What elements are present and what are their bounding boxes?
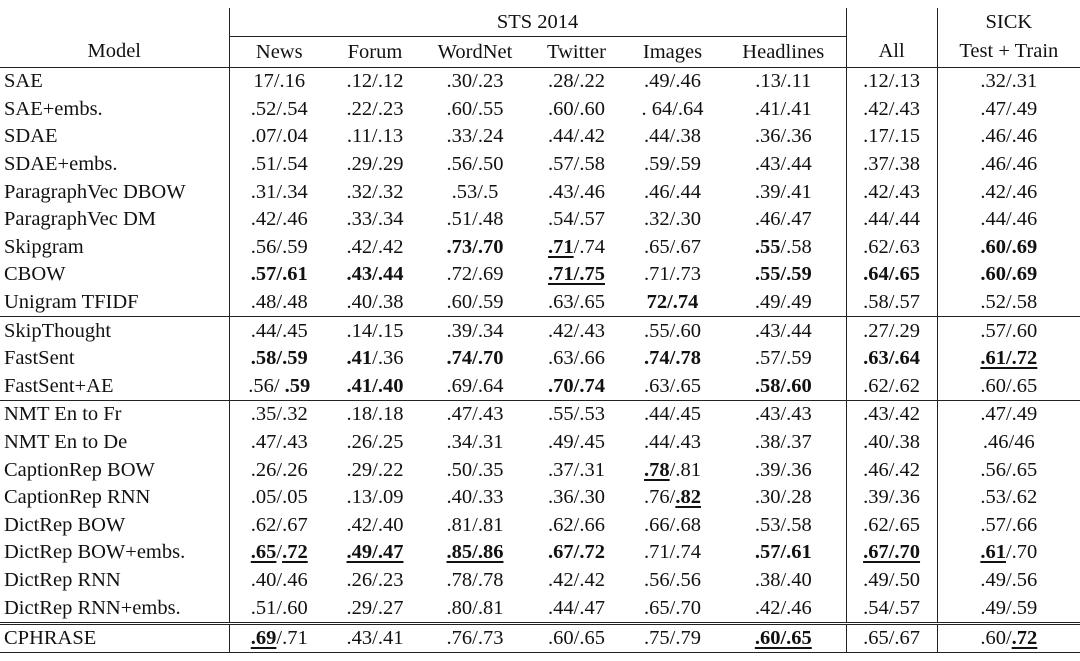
table-row bbox=[0, 373, 1080, 401]
score-cell bbox=[529, 539, 624, 567]
table-row bbox=[0, 178, 1080, 206]
score-cell bbox=[329, 261, 421, 289]
score-cell: .40/.33 bbox=[446, 486, 504, 509]
header-row-groups bbox=[0, 8, 1080, 37]
table-row bbox=[0, 594, 1080, 623]
column-header-images: Images bbox=[624, 37, 721, 68]
score-cell: .60/.55 bbox=[446, 97, 504, 120]
score-cell: .63/.65 bbox=[548, 291, 605, 314]
best-score: .60/.69 bbox=[980, 263, 1038, 286]
best-score: .63/.64 bbox=[863, 347, 921, 370]
table-row bbox=[0, 429, 1080, 457]
score-cell: .60/.60 bbox=[548, 97, 605, 120]
score-cell: .80/.81 bbox=[446, 596, 504, 619]
score-cell: .43/.42 bbox=[846, 401, 937, 429]
score-cell bbox=[721, 539, 846, 567]
score-cell: .76/.82 bbox=[644, 486, 701, 509]
score-cell: . 64/.64 bbox=[641, 97, 704, 120]
model-name-cell: ParagraphVec DBOW bbox=[4, 180, 186, 203]
overall-best-score: .60/.65 bbox=[754, 627, 812, 650]
score-cell: .71/.74 bbox=[644, 541, 701, 564]
score-cell: .60/.65 bbox=[529, 623, 624, 653]
score-cell: .56/ .59 bbox=[229, 373, 329, 401]
score-cell: .46/.46 bbox=[937, 151, 1080, 179]
model-name-cell: FastSent+AE bbox=[4, 374, 114, 397]
model-name-cell: SAE+embs. bbox=[4, 97, 103, 120]
score-cell: .49/.59 bbox=[937, 594, 1080, 623]
score-cell: .05/.05 bbox=[229, 484, 329, 512]
score-cell: .44/.47 bbox=[548, 596, 605, 619]
score-cell: .32/.32 bbox=[346, 180, 404, 203]
score-cell bbox=[846, 539, 937, 567]
score-cell: .46/.44 bbox=[644, 180, 701, 203]
model-name-cell: SkipThought bbox=[0, 317, 229, 345]
score-cell bbox=[721, 623, 846, 653]
score-cell bbox=[329, 373, 421, 401]
score-cell: .26/.25 bbox=[346, 431, 404, 454]
table-row bbox=[0, 68, 1080, 96]
score-cell bbox=[721, 261, 846, 289]
score-cell: .53/.5 bbox=[451, 180, 499, 203]
table-row bbox=[0, 261, 1080, 289]
model-name-cell: CBOW bbox=[4, 263, 66, 286]
score-cell: .60/.65 bbox=[937, 373, 1080, 401]
score-cell: .49/.56 bbox=[937, 567, 1080, 595]
results-table bbox=[0, 8, 1080, 653]
score-cell: .49/.50 bbox=[846, 567, 937, 595]
best-score: .58/.60 bbox=[754, 374, 812, 397]
score-cell: .55/.53 bbox=[529, 401, 624, 429]
score-cell bbox=[529, 261, 624, 289]
score-cell: .63/.66 bbox=[548, 347, 605, 370]
score-cell: .44/.45 bbox=[624, 401, 721, 429]
score-cell: .62/.62 bbox=[846, 373, 937, 401]
score-cell: .41/.41 bbox=[754, 97, 812, 120]
score-cell: .39/.41 bbox=[754, 180, 812, 203]
score-cell: .12/.12 bbox=[346, 70, 404, 93]
table-row bbox=[0, 484, 1080, 512]
column-header-headlines: Headlines bbox=[721, 37, 846, 68]
score-cell: .56/.59 bbox=[229, 234, 329, 262]
score-cell: .35/.32 bbox=[229, 401, 329, 429]
score-cell: .40/.38 bbox=[846, 429, 937, 457]
score-cell: .32/.30 bbox=[644, 208, 701, 231]
table-row bbox=[0, 567, 1080, 595]
model-name-cell: ParagraphVec DM bbox=[4, 208, 156, 231]
score-cell: .75/.79 bbox=[624, 623, 721, 653]
column-header-forum: Forum bbox=[329, 37, 421, 68]
score-cell: .54/.57 bbox=[846, 594, 937, 623]
best-score: .41 bbox=[346, 347, 373, 370]
score-cell: .65/.70 bbox=[644, 596, 701, 619]
score-cell: .37/.31 bbox=[548, 458, 605, 481]
score-cell: .30/.23 bbox=[446, 70, 504, 93]
score-cell: .44/.38 bbox=[644, 125, 701, 148]
score-cell: .49/.49 bbox=[754, 291, 812, 314]
score-cell bbox=[421, 345, 529, 373]
table-row bbox=[0, 317, 1080, 345]
score-cell bbox=[846, 261, 937, 289]
score-cell: .60/.72 bbox=[937, 623, 1080, 653]
score-cell: .41/.36 bbox=[346, 347, 404, 370]
score-cell: .56/.65 bbox=[937, 456, 1080, 484]
score-cell: .69/.71 bbox=[229, 623, 329, 653]
column-header-all: All bbox=[846, 37, 937, 68]
table-row bbox=[0, 456, 1080, 484]
score-cell: .65/.72 bbox=[229, 539, 329, 567]
model-name-cell: NMT En to De bbox=[4, 431, 128, 454]
overall-best-score: .61 bbox=[980, 541, 1006, 564]
score-cell: .36/.30 bbox=[548, 486, 605, 509]
overall-best-score: .49/.47 bbox=[346, 541, 404, 564]
score-cell: .46/.47 bbox=[754, 208, 812, 231]
score-cell: .37/.38 bbox=[846, 151, 937, 179]
score-cell: .13/.11 bbox=[755, 70, 812, 93]
score-cell: .48/.48 bbox=[229, 289, 329, 317]
results-table-body bbox=[0, 68, 1080, 653]
score-cell bbox=[229, 261, 329, 289]
best-score: .64/.65 bbox=[863, 263, 921, 286]
overall-best-score: .71 bbox=[548, 235, 574, 258]
score-cell: .53/.62 bbox=[937, 484, 1080, 512]
overall-best-score: .82 bbox=[675, 486, 701, 509]
best-score: .73/.70 bbox=[446, 235, 504, 258]
score-cell bbox=[846, 345, 937, 373]
score-cell: .13/.09 bbox=[346, 486, 404, 509]
score-cell: .46/.42 bbox=[846, 456, 937, 484]
score-cell: .44/.42 bbox=[548, 125, 605, 148]
score-cell: .57/.66 bbox=[937, 512, 1080, 540]
model-name-cell: CaptionRep RNN bbox=[4, 486, 151, 509]
score-cell: .59/.59 bbox=[644, 153, 701, 176]
best-score: .58/.59 bbox=[250, 347, 308, 370]
score-cell: .65/.67 bbox=[846, 623, 937, 653]
score-cell: .60/.59 bbox=[446, 291, 504, 314]
score-cell: .17/.15 bbox=[846, 123, 937, 151]
table-row bbox=[0, 234, 1080, 262]
column-header-model: Model bbox=[0, 37, 229, 68]
score-cell: .69/.64 bbox=[446, 374, 504, 397]
score-cell: .43/.43 bbox=[721, 401, 846, 429]
score-cell: .78/.78 bbox=[446, 568, 504, 591]
best-score: .74/.70 bbox=[446, 347, 504, 370]
score-cell: .52/.54 bbox=[229, 96, 329, 124]
table-row bbox=[0, 401, 1080, 429]
score-cell: .47/.43 bbox=[421, 401, 529, 429]
score-cell bbox=[421, 539, 529, 567]
best-score: .41/.40 bbox=[346, 374, 404, 397]
table-row bbox=[0, 206, 1080, 234]
table-row bbox=[0, 151, 1080, 179]
score-cell: 17/.16 bbox=[229, 68, 329, 96]
score-cell: .62/.65 bbox=[846, 512, 937, 540]
score-cell: .44/.43 bbox=[644, 431, 701, 454]
overall-best-score: .69 bbox=[250, 627, 277, 650]
score-cell: .51/.48 bbox=[446, 208, 504, 231]
best-score: .43/.44 bbox=[346, 263, 404, 286]
score-cell: .56/.50 bbox=[446, 153, 504, 176]
score-cell: .40/.38 bbox=[346, 291, 404, 314]
score-cell: .53/.58 bbox=[754, 513, 812, 536]
model-name-cell: DictRep RNN bbox=[4, 568, 121, 591]
header-sts-2014: STS 2014 bbox=[229, 8, 846, 37]
overall-best-score: .65 bbox=[250, 541, 277, 564]
score-cell: .46/.46 bbox=[937, 123, 1080, 151]
score-cell: .55/.58 bbox=[754, 235, 812, 258]
score-cell: .57/.58 bbox=[548, 153, 605, 176]
header-empty-cell bbox=[0, 8, 229, 37]
model-name-cell: CaptionRep BOW bbox=[4, 458, 155, 481]
score-cell: .62/.67 bbox=[229, 512, 329, 540]
model-name-cell: DictRep RNN+embs. bbox=[4, 596, 181, 619]
score-cell: .38/.37 bbox=[754, 431, 812, 454]
score-cell: .52/.58 bbox=[937, 289, 1080, 317]
score-cell: .49/.46 bbox=[644, 70, 701, 93]
score-cell: .51/.54 bbox=[229, 151, 329, 179]
score-cell: .26/.23 bbox=[346, 568, 404, 591]
table-row bbox=[0, 623, 1080, 653]
score-cell: .57/.59 bbox=[754, 347, 812, 370]
model-name-cell: Unigram TFIDF bbox=[4, 291, 139, 314]
score-cell: .42/.43 bbox=[846, 178, 937, 206]
score-cell: .31/.34 bbox=[229, 178, 329, 206]
score-cell: .62/.66 bbox=[548, 513, 605, 536]
score-cell: .12/.13 bbox=[846, 68, 937, 96]
score-cell: .43/.44 bbox=[754, 153, 812, 176]
score-cell bbox=[529, 373, 624, 401]
score-cell: .36/.36 bbox=[754, 125, 812, 148]
table-row bbox=[0, 289, 1080, 317]
score-cell: .51/.60 bbox=[229, 594, 329, 623]
score-cell: .33/.24 bbox=[446, 125, 504, 148]
score-cell: .18/.18 bbox=[329, 401, 421, 429]
score-cell: .44/.46 bbox=[937, 206, 1080, 234]
score-cell: .29/.29 bbox=[346, 153, 404, 176]
model-name-cell: NMT En to Fr bbox=[0, 401, 229, 429]
column-header-test-train: Test + Train bbox=[937, 37, 1080, 68]
model-name-cell: DictRep BOW bbox=[4, 513, 126, 536]
best-score: .57/.61 bbox=[754, 541, 812, 564]
score-cell: .47/.49 bbox=[937, 96, 1080, 124]
score-cell: .42/.42 bbox=[548, 568, 605, 591]
score-cell: .42/.46 bbox=[937, 178, 1080, 206]
score-cell bbox=[937, 261, 1080, 289]
header-row-columns bbox=[0, 37, 1080, 68]
score-cell: .32/.31 bbox=[937, 68, 1080, 96]
column-header-news: News bbox=[229, 37, 329, 68]
score-cell: .47/.43 bbox=[229, 429, 329, 457]
overall-best-score: .72 bbox=[1011, 627, 1038, 650]
score-cell: .55/.60 bbox=[624, 317, 721, 345]
score-cell: .38/.40 bbox=[754, 568, 812, 591]
table-row bbox=[0, 96, 1080, 124]
best-score: .55 bbox=[754, 235, 781, 258]
model-name-cell: FastSent bbox=[4, 347, 75, 370]
score-cell: .78/.81 bbox=[644, 458, 701, 481]
score-cell: .28/.22 bbox=[548, 70, 605, 93]
score-cell: .26/.26 bbox=[229, 456, 329, 484]
model-name-cell: SDAE bbox=[4, 125, 58, 148]
score-cell: .72/.69 bbox=[446, 263, 504, 286]
score-cell: .14/.15 bbox=[329, 317, 421, 345]
score-cell: .43/.41 bbox=[329, 623, 421, 653]
score-cell bbox=[229, 345, 329, 373]
score-cell: .39/.36 bbox=[754, 458, 812, 481]
table-row bbox=[0, 123, 1080, 151]
score-cell: .43/.44 bbox=[721, 317, 846, 345]
table-row bbox=[0, 345, 1080, 373]
score-cell: .66/.68 bbox=[644, 513, 701, 536]
model-name-cell: SDAE+embs. bbox=[4, 153, 118, 176]
best-score: .60/.69 bbox=[980, 235, 1038, 258]
table-row bbox=[0, 539, 1080, 567]
best-score: .59 bbox=[284, 374, 311, 397]
score-cell: .42/.42 bbox=[346, 235, 404, 258]
score-cell: .62/.63 bbox=[846, 234, 937, 262]
score-cell: .81/.81 bbox=[446, 513, 504, 536]
model-name-cell: Skipgram bbox=[4, 235, 84, 258]
model-name-cell: SAE bbox=[4, 70, 43, 93]
best-score: 72/.74 bbox=[646, 291, 699, 314]
score-cell bbox=[937, 234, 1080, 262]
best-score: .57/.61 bbox=[250, 263, 308, 286]
model-name-cell: CPHRASE bbox=[0, 623, 229, 653]
score-cell: .71/.73 bbox=[644, 263, 701, 286]
score-cell bbox=[421, 234, 529, 262]
score-cell: .07/.04 bbox=[229, 123, 329, 151]
overall-best-score: .85/.86 bbox=[446, 541, 504, 564]
overall-best-score: .71/.75 bbox=[548, 263, 605, 286]
best-score: .55/.59 bbox=[754, 263, 812, 286]
score-cell: .42/.43 bbox=[529, 317, 624, 345]
score-cell: .71/.74 bbox=[548, 235, 605, 258]
column-header-twitter: Twitter bbox=[529, 37, 624, 68]
best-score: .67/.72 bbox=[548, 541, 605, 564]
score-cell: .49/.45 bbox=[548, 431, 605, 454]
score-cell: .11/.13 bbox=[346, 125, 404, 148]
score-cell: .42/.43 bbox=[846, 96, 937, 124]
score-cell: .30/.28 bbox=[754, 486, 812, 509]
header-empty-all bbox=[846, 8, 937, 37]
score-cell: .42/.40 bbox=[346, 513, 404, 536]
score-cell: .76/.73 bbox=[421, 623, 529, 653]
best-score: .74/.78 bbox=[644, 347, 701, 370]
score-cell: .63/.65 bbox=[644, 374, 701, 397]
table-row bbox=[0, 512, 1080, 540]
score-cell: .46/46 bbox=[937, 429, 1080, 457]
score-cell bbox=[329, 539, 421, 567]
score-cell: .40/.46 bbox=[229, 567, 329, 595]
score-cell bbox=[937, 345, 1080, 373]
overall-best-score: .61/.72 bbox=[980, 347, 1038, 370]
overall-best-score: .78 bbox=[644, 458, 670, 481]
overall-best-score: .72 bbox=[282, 541, 308, 564]
score-cell: .39/.36 bbox=[846, 484, 937, 512]
score-cell: .58/.57 bbox=[846, 289, 937, 317]
score-cell: .34/.31 bbox=[446, 431, 504, 454]
score-cell: .33/.34 bbox=[346, 208, 404, 231]
header-sick: SICK bbox=[937, 8, 1080, 37]
best-score: .70/.74 bbox=[548, 374, 605, 397]
score-cell: .42/.46 bbox=[229, 206, 329, 234]
overall-best-score: .67/.70 bbox=[863, 541, 921, 564]
score-cell: .50/.35 bbox=[446, 458, 504, 481]
score-cell bbox=[721, 373, 846, 401]
score-cell: .22/.23 bbox=[346, 97, 404, 120]
score-cell: .57/.60 bbox=[937, 317, 1080, 345]
score-cell: .39/.34 bbox=[421, 317, 529, 345]
column-header-wordnet: WordNet bbox=[421, 37, 529, 68]
score-cell: .44/.45 bbox=[229, 317, 329, 345]
score-cell: .27/.29 bbox=[846, 317, 937, 345]
score-cell bbox=[624, 345, 721, 373]
score-cell: .54/.57 bbox=[548, 208, 605, 231]
score-cell: .56/.56 bbox=[644, 568, 701, 591]
model-name-cell: DictRep BOW+embs. bbox=[4, 541, 186, 564]
score-cell: .29/.22 bbox=[346, 458, 404, 481]
score-cell: .43/.46 bbox=[548, 180, 605, 203]
score-cell bbox=[624, 289, 721, 317]
score-cell: .61/.70 bbox=[937, 539, 1080, 567]
score-cell: .65/.67 bbox=[644, 235, 701, 258]
score-cell: .29/.27 bbox=[346, 596, 404, 619]
score-cell: .44/.44 bbox=[846, 206, 937, 234]
score-cell: .47/.49 bbox=[937, 401, 1080, 429]
score-cell: .42/.46 bbox=[754, 596, 812, 619]
